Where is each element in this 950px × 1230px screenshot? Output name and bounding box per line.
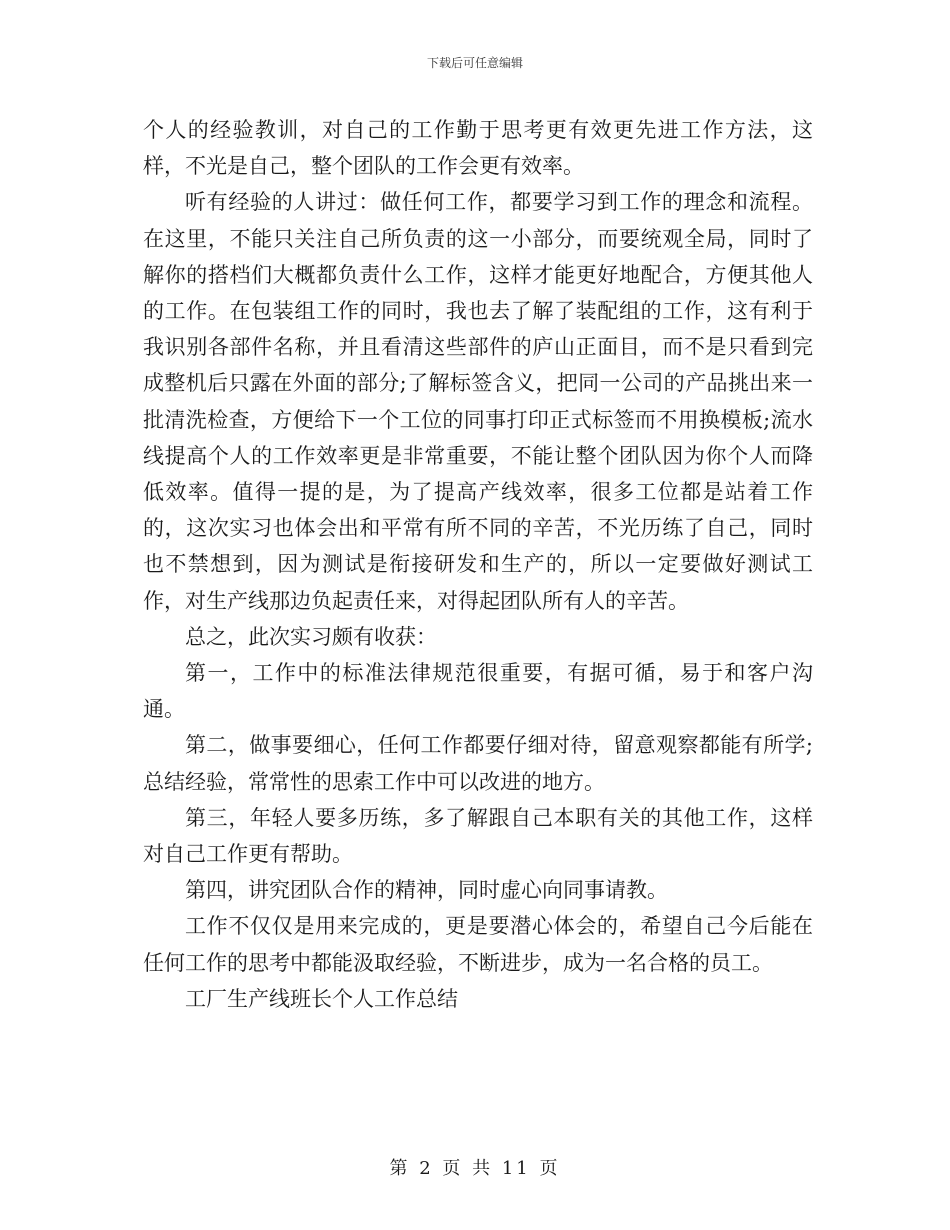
page-number: 第 2 页 共 11 页 [389,1158,561,1179]
document-body [143,112,813,1017]
paragraph-summary-intro: 总之，此次实习颇有收获： [185,624,437,649]
paragraph-point-two: 第二，做事要细心，任何工作都要仔细对待，留意观察都能有所学;总结经验，常常性的思索工作中可以改进的地方。 [143,733,813,794]
paragraph-continuation: 个人的经验教训，对自己的工作勤于思考更有效更先进工作方法，这样，不光是自己，整个团队的工作会更有效率。 [143,118,813,179]
paragraph-experience: 听有经验的人讲过：做任何工作，都要学习到工作的理念和流程。在这里，不能只关注自己所负责的这一小部分，而要统观全局，同时了解你的搭档们大概都负责什么工作，这样才能更好地配合，方便其他人的工作。在包装组工作的同时，我也去了解了装配组的工作，这有利于我识别各部件名称，并且看清这些部件的庐山正面目，而不是只看到完成整机后只露在外面的部分;了解标签含义，把同一公司的产品挑出来一批清洗检查，方便给下一个工位的同事打印正式标签而不用换模板;流水线提高个人的工作效率更是非常重要，不能让整个团队因为你个人而降低效率。值得一提的是，为了提高产线效率，很多工位都是站着工作的，这次实习也体会出和平常有所不同的辛苦，不光历练了自己，同时也不禁想到，因为测试是衔接研发和生产的，所以一定要做好测试工作，对生产线那边负起责任来，对得起团队所有人的辛苦。 [143,190,813,613]
page-header-note: 下载后可任意编辑 [426,56,523,70]
paragraph-point-four: 第四，讲究团队合作的精神，同时虚心向同事请教。 [185,878,668,903]
paragraph-conclusion: 工作不仅仅是用来完成的，更是要潜心体会的，希望自己今后能在任何工作的思考中都能汲取经验，不断进步，成为一名合格的员工。 [143,914,813,975]
paragraph-point-three: 第三，年轻人要多历练，多了解跟自己本职有关的其他工作，这样对自己工作更有帮助。 [143,805,813,867]
paragraph-point-one: 第一，工作中的标准法律规范很重要，有据可循，易于和客户沟通。 [143,661,813,722]
section-title-next: 工厂生产线班长个人工作总结 [185,986,458,1011]
